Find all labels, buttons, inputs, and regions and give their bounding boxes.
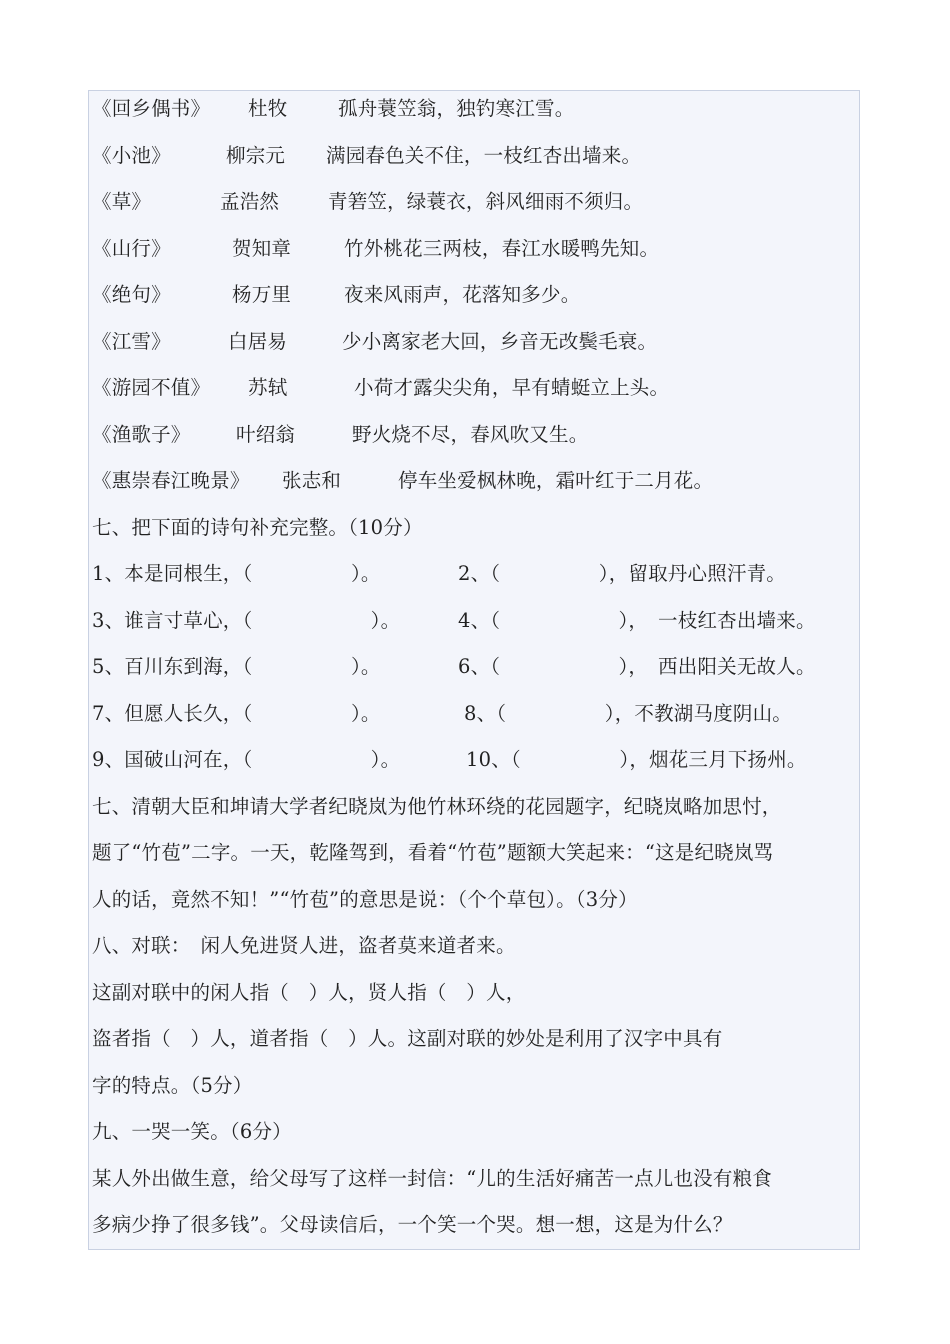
poem-verse: 孤舟蓑笠翁，独钓寒江雪。 — [338, 97, 575, 120]
poem-row — [92, 373, 670, 403]
poem-title: 《绝句》 — [92, 283, 171, 306]
poem-row — [92, 280, 581, 310]
fill-question-right: 6、（ ）， 西出阳关无故人。 — [458, 655, 816, 678]
fill-question-right: 4、（ ）， 一枝红杏出墙来。 — [458, 609, 816, 632]
poem-verse: 满园春色关不住，一枝红杏出墙来。 — [326, 144, 642, 167]
poem-author: 苏轼 — [248, 376, 288, 399]
couplet-line: 字的特点。（5分） — [92, 1074, 253, 1097]
story-line: 七、清朝大臣和坤请大学者纪晓岚为他竹林环绕的花园题字，纪晓岚略加思忖， — [92, 795, 782, 818]
section9-heading: 九、一哭一笑。（6分） — [92, 1120, 292, 1143]
fill-row — [92, 652, 816, 682]
poem-verse: 停车坐爱枫林晚，霜叶红于二月花。 — [398, 469, 714, 492]
poem-verse: 小荷才露尖尖角，早有蜻蜓立上头。 — [354, 376, 670, 399]
poem-title: 《草》 — [92, 190, 152, 213]
poem-title: 《惠崇春江晚景》 — [92, 469, 250, 492]
poem-row — [92, 327, 658, 357]
section9-line: 多病少挣了很多钱”。父母读信后，一个笑一个哭。想一想，这是为什么？ — [92, 1213, 733, 1236]
poem-author: 贺知章 — [232, 237, 292, 260]
story-line: 题了“竹苞”二字。一天，乾隆驾到，看着“竹苞”题额大笑起来：“这是纪晓岚骂 — [92, 841, 774, 864]
poem-title: 《回乡偶书》 — [92, 97, 211, 120]
poem-row — [92, 420, 589, 450]
couplet-line: 八、对联： 闲人免进贤人进，盗者莫来道者来。 — [92, 934, 516, 957]
fill-row — [92, 699, 793, 729]
fill-question-left: 7、但愿人长久，（ ）。 — [92, 702, 381, 725]
poem-verse: 夜来风雨声，花落知多少。 — [344, 283, 581, 306]
fill-row — [92, 559, 787, 589]
poem-verse: 青箬笠，绿蓑衣，斜风细雨不须归。 — [328, 190, 644, 213]
fill-row — [92, 745, 807, 775]
fill-question-left: 3、谁言寸草心，（ ）。 — [92, 609, 401, 632]
story-line: 人的话，竟然不知！”“竹苞”的意思是说：（个个草包）。（3分） — [92, 888, 638, 911]
section9-line: 某人外出做生意，给父母写了这样一封信：“儿的生活好痛苦一点儿也没有粮食 — [92, 1167, 772, 1190]
poem-title: 《渔歌子》 — [92, 423, 191, 446]
fill-question-right: 10、（ ），烟花三月下扬州。 — [466, 748, 807, 771]
fill-question-right: 8、（ ），不教湖马度阴山。 — [464, 702, 793, 725]
poem-row — [92, 94, 575, 124]
poem-title: 《游园不值》 — [92, 376, 211, 399]
fill-question-left: 9、国破山河在，（ ）。 — [92, 748, 401, 771]
poem-author: 白居易 — [228, 330, 288, 353]
fill-row — [92, 606, 816, 636]
section7-heading: 七、把下面的诗句补充完整。（10分） — [92, 516, 423, 539]
poem-verse: 竹外桃花三两枝，春江水暖鸭先知。 — [344, 237, 660, 260]
couplet-line: 这副对联中的闲人指（ ）人，贤人指（ ）人， — [92, 981, 526, 1004]
poem-row — [92, 187, 644, 217]
poem-row — [92, 141, 642, 171]
poem-verse: 少小离家老大回，乡音无改鬓毛衰。 — [342, 330, 658, 353]
poem-author: 杜牧 — [248, 97, 288, 120]
couplet-line: 盗者指（ ）人，道者指（ ）人。这副对联的妙处是利用了汉字中具有 — [92, 1027, 723, 1050]
poem-title: 《山行》 — [92, 237, 171, 260]
poem-author: 叶绍翁 — [236, 423, 296, 446]
poem-row — [92, 234, 660, 264]
fill-question-right: 2、（ ），留取丹心照汗青。 — [458, 562, 787, 585]
fill-question-left: 1、本是同根生，（ ）。 — [92, 562, 381, 585]
poem-author: 孟浩然 — [220, 190, 280, 213]
poem-title: 《江雪》 — [92, 330, 171, 353]
fill-question-left: 5、百川东到海，（ ）。 — [92, 655, 381, 678]
poem-author: 张志和 — [282, 469, 342, 492]
poem-title: 《小池》 — [92, 144, 171, 167]
poem-author: 柳宗元 — [226, 144, 286, 167]
poem-author: 杨万里 — [232, 283, 292, 306]
poem-row — [92, 466, 714, 496]
poem-verse: 野火烧不尽，春风吹又生。 — [352, 423, 589, 446]
